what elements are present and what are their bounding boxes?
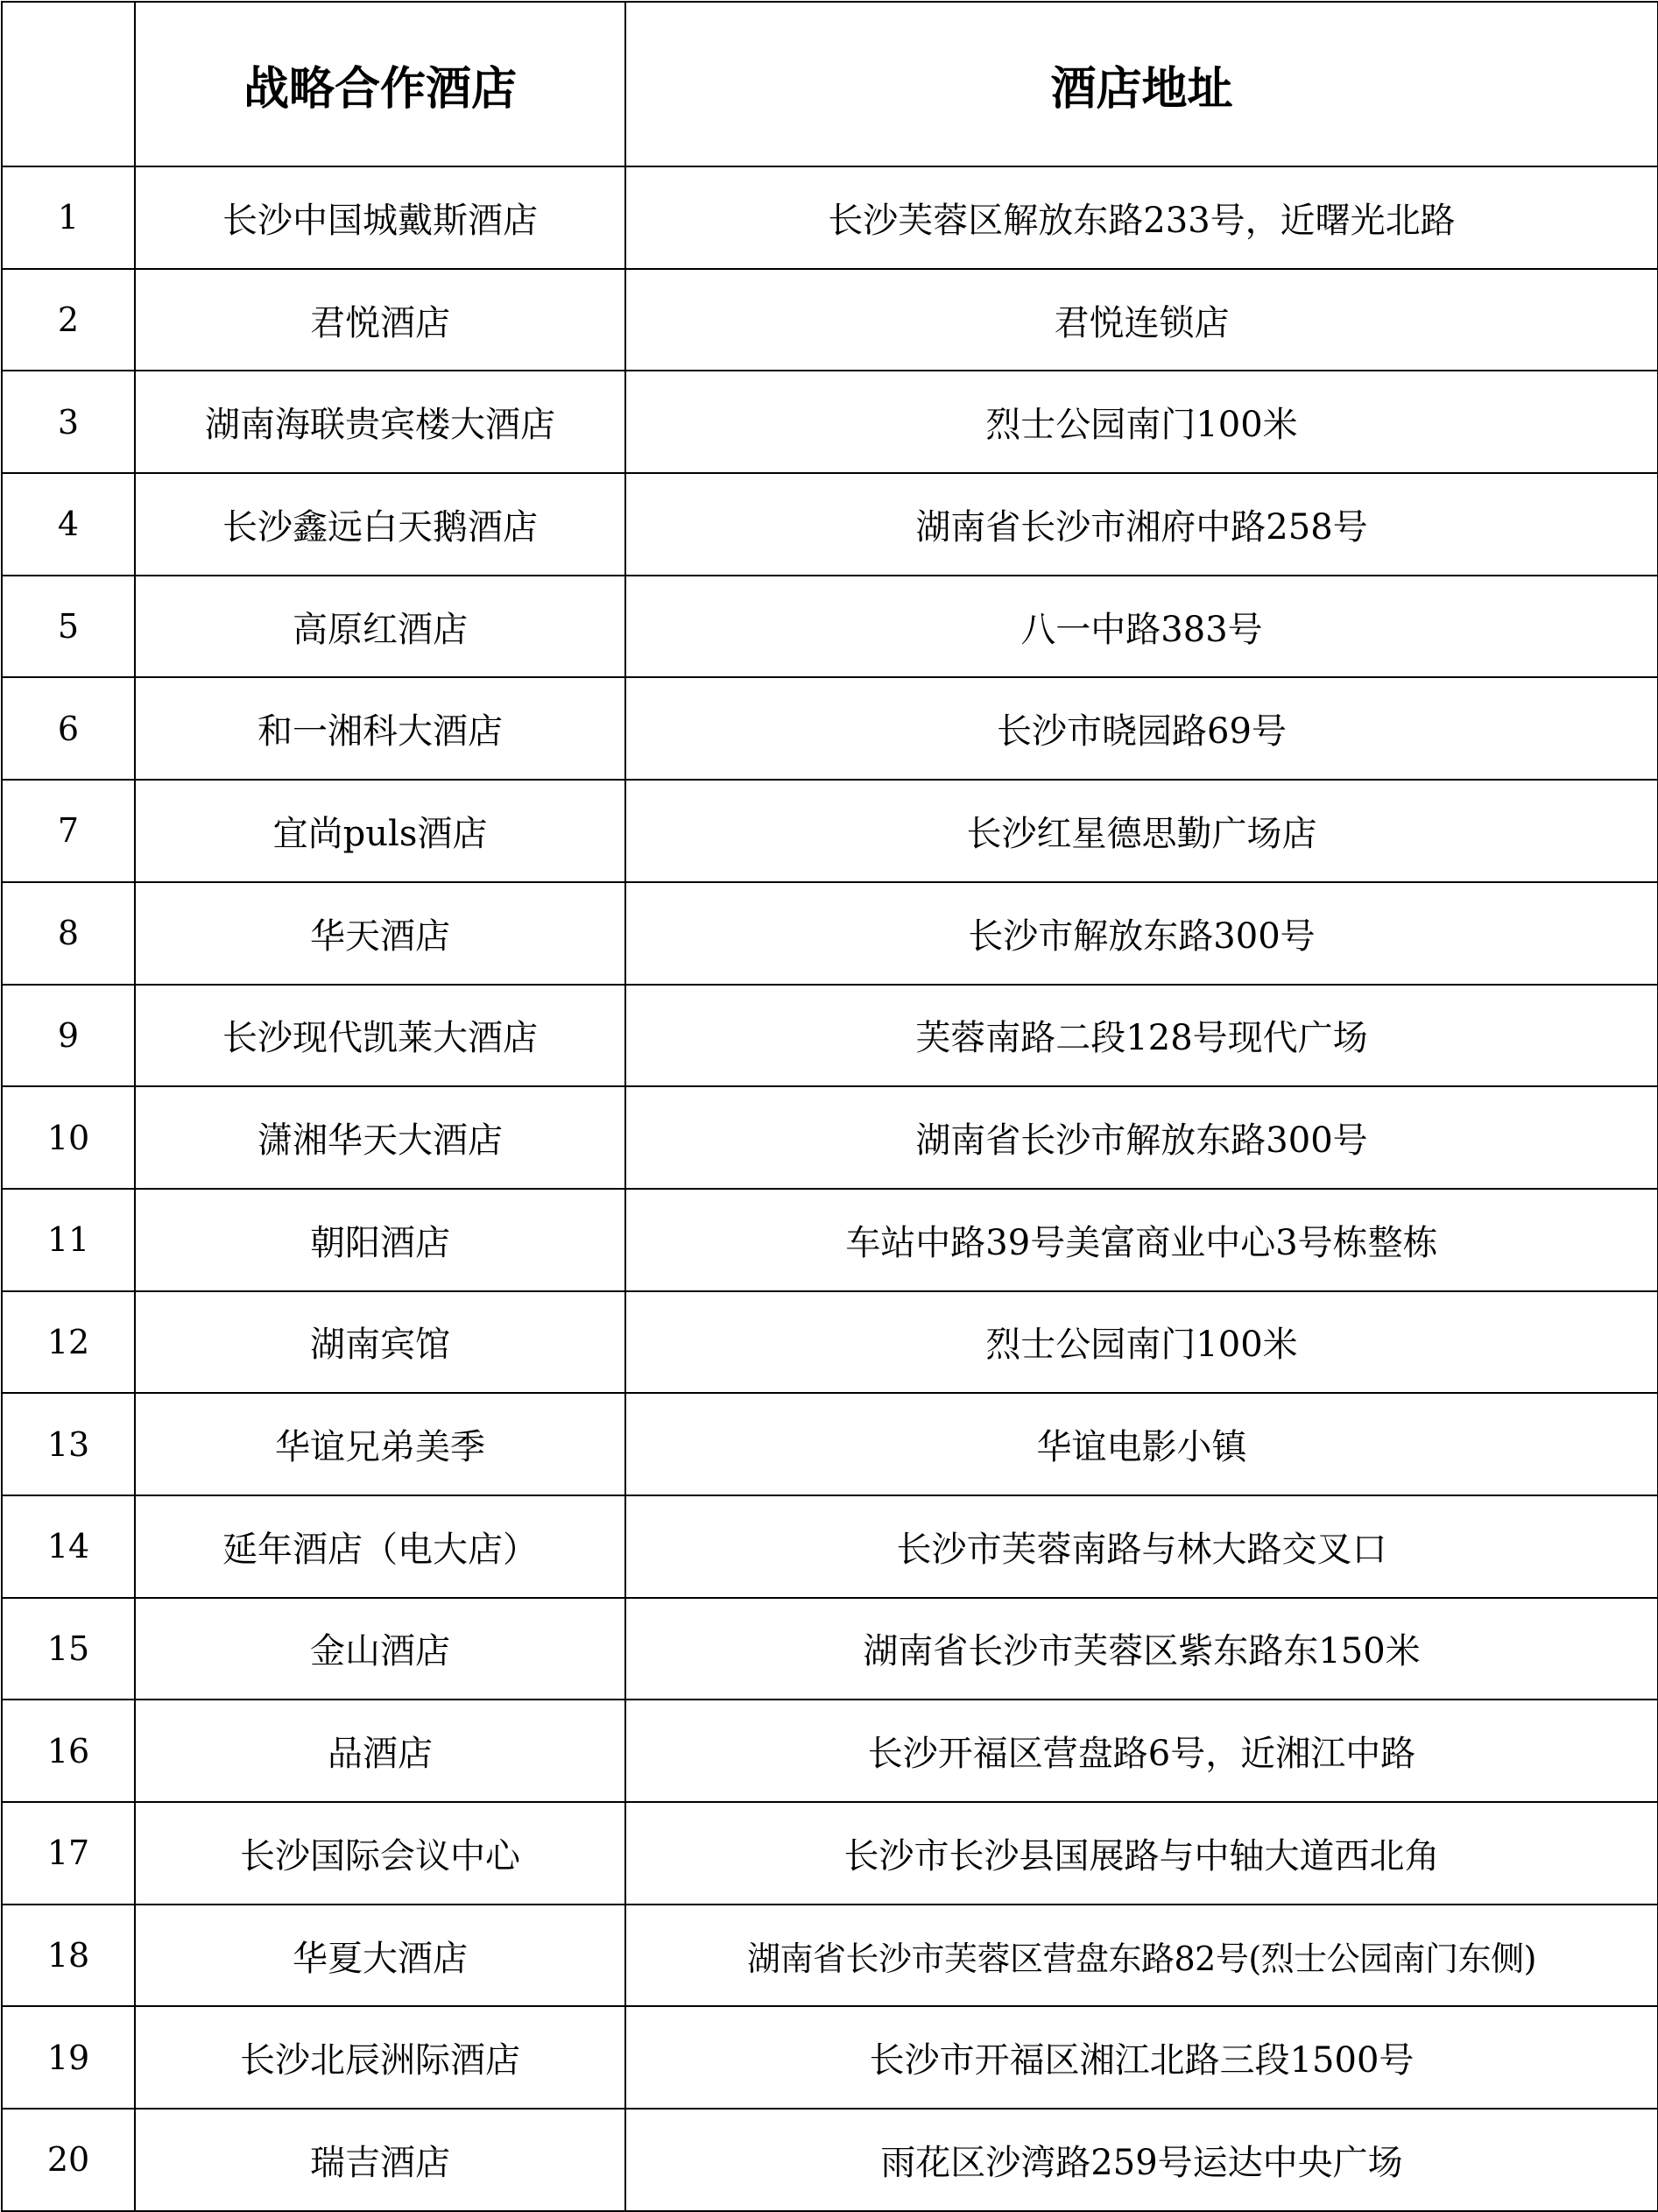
hotel-address: 湖南省长沙市湘府中路258号 xyxy=(625,473,1658,576)
hotel-name: 华夏大酒店 xyxy=(135,1905,625,2007)
hotel-name: 长沙国际会议中心 xyxy=(135,1802,625,1905)
table-row xyxy=(2,780,1658,882)
hotel-name: 长沙现代凯莱大酒店 xyxy=(135,985,625,1087)
table-row xyxy=(2,1393,1658,1495)
row-index: 3 xyxy=(2,371,135,473)
hotel-name: 瑞吉酒店 xyxy=(135,2109,625,2211)
row-index: 17 xyxy=(2,1802,135,1905)
table-row xyxy=(2,473,1658,576)
row-index: 14 xyxy=(2,1495,135,1598)
table-row xyxy=(2,269,1658,371)
hotel-name: 潇湘华天大酒店 xyxy=(135,1086,625,1189)
row-index: 10 xyxy=(2,1086,135,1189)
table-row xyxy=(2,1700,1658,1802)
table-row xyxy=(2,1086,1658,1189)
header-hotel-address: 酒店地址 xyxy=(625,2,1658,166)
table-row xyxy=(2,2006,1658,2109)
hotel-name: 君悦酒店 xyxy=(135,269,625,371)
hotel-name: 湖南海联贵宾楼大酒店 xyxy=(135,371,625,473)
table-row xyxy=(2,882,1658,985)
row-index: 20 xyxy=(2,2109,135,2211)
table-row xyxy=(2,576,1658,678)
row-index: 12 xyxy=(2,1291,135,1394)
row-index: 7 xyxy=(2,780,135,882)
hotel-address: 长沙红星德思勤广场店 xyxy=(625,780,1658,882)
hotel-address: 烈士公园南门100米 xyxy=(625,371,1658,473)
hotel-name: 宜尚puls酒店 xyxy=(135,780,625,882)
table-row xyxy=(2,371,1658,473)
hotel-address: 芙蓉南路二段128号现代广场 xyxy=(625,985,1658,1087)
hotel-name: 朝阳酒店 xyxy=(135,1189,625,1291)
row-index: 8 xyxy=(2,882,135,985)
hotel-address: 长沙市开福区湘江北路三段1500号 xyxy=(625,2006,1658,2109)
hotel-address: 湖南省长沙市芙蓉区营盘东路82号(烈士公园南门东侧) xyxy=(625,1905,1658,2007)
hotel-address: 湖南省长沙市解放东路300号 xyxy=(625,1086,1658,1189)
row-index: 15 xyxy=(2,1598,135,1700)
table-row xyxy=(2,1495,1658,1598)
row-index: 6 xyxy=(2,677,135,780)
hotel-name: 高原红酒店 xyxy=(135,576,625,678)
row-index: 16 xyxy=(2,1700,135,1802)
hotel-name: 延年酒店（电大店） xyxy=(135,1495,625,1598)
hotel-address: 烈士公园南门100米 xyxy=(625,1291,1658,1394)
hotel-address: 长沙芙蓉区解放东路233号，近曙光北路 xyxy=(625,166,1658,269)
hotel-address: 长沙市芙蓉南路与林大路交叉口 xyxy=(625,1495,1658,1598)
hotel-address: 雨花区沙湾路259号运达中央广场 xyxy=(625,2109,1658,2211)
hotel-address: 君悦连锁店 xyxy=(625,269,1658,371)
hotel-address: 长沙市解放东路300号 xyxy=(625,882,1658,985)
row-index: 2 xyxy=(2,269,135,371)
hotel-name: 和一湘科大酒店 xyxy=(135,677,625,780)
hotel-address: 湖南省长沙市芙蓉区紫东路东150米 xyxy=(625,1598,1658,1700)
hotel-name: 长沙鑫远白天鹅酒店 xyxy=(135,473,625,576)
table-row xyxy=(2,1802,1658,1905)
hotel-name: 长沙中国城戴斯酒店 xyxy=(135,166,625,269)
row-index: 18 xyxy=(2,1905,135,2007)
table-row xyxy=(2,677,1658,780)
hotel-address: 长沙市晓园路69号 xyxy=(625,677,1658,780)
hotel-name: 湖南宾馆 xyxy=(135,1291,625,1394)
hotel-address: 长沙市长沙县国展路与中轴大道西北角 xyxy=(625,1802,1658,1905)
row-index: 4 xyxy=(2,473,135,576)
hotel-table xyxy=(1,1,1658,2212)
row-index: 19 xyxy=(2,2006,135,2109)
hotel-address: 八一中路383号 xyxy=(625,576,1658,678)
table-row xyxy=(2,166,1658,269)
hotel-address: 长沙开福区营盘路6号，近湘江中路 xyxy=(625,1700,1658,1802)
table-row xyxy=(2,1189,1658,1291)
table-row xyxy=(2,1905,1658,2007)
table-header-row xyxy=(2,2,1658,166)
hotel-address: 车站中路39号美富商业中心3号栋整栋 xyxy=(625,1189,1658,1291)
hotel-name: 金山酒店 xyxy=(135,1598,625,1700)
hotel-name: 长沙北辰洲际酒店 xyxy=(135,2006,625,2109)
table-row xyxy=(2,1598,1658,1700)
row-index: 1 xyxy=(2,166,135,269)
table-row xyxy=(2,1291,1658,1394)
hotel-address: 华谊电影小镇 xyxy=(625,1393,1658,1495)
hotel-name: 品酒店 xyxy=(135,1700,625,1802)
row-index: 13 xyxy=(2,1393,135,1495)
table-row xyxy=(2,2109,1658,2211)
row-index: 9 xyxy=(2,985,135,1087)
hotel-name: 华天酒店 xyxy=(135,882,625,985)
header-hotel-name: 战略合作酒店 xyxy=(135,2,625,166)
row-index: 5 xyxy=(2,576,135,678)
hotel-name: 华谊兄弟美季 xyxy=(135,1393,625,1495)
row-index: 11 xyxy=(2,1189,135,1291)
header-index xyxy=(2,2,135,166)
table-row xyxy=(2,985,1658,1087)
